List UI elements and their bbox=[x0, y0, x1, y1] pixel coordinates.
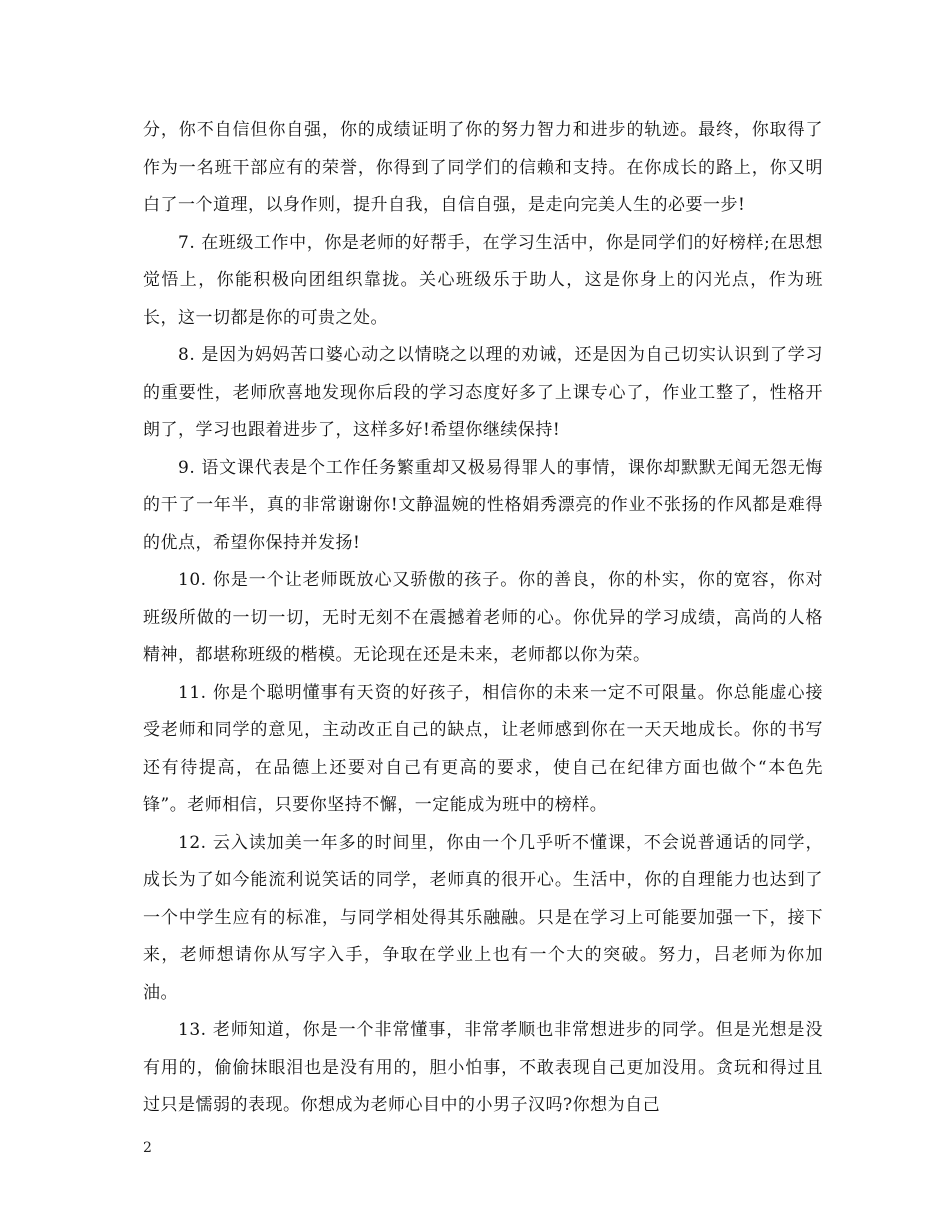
page-number: 2 bbox=[143, 1140, 152, 1156]
paragraph-item-9: 9. 语文课代表是个工作任务繁重却又极易得罪人的事情，课你却默默无闻无怨无悔的干了一年半，真的非常谢谢你!文静温婉的性格娟秀漂亮的作业不张扬的作风都是难得的优点，希望你保持并发扬! bbox=[143, 457, 823, 553]
paragraph-item-11: 11. 你是个聪明懂事有天资的好孩子，相信你的未来一定不可限量。你总能虚心接受老师和同学的意见，主动改正自己的缺点，让老师感到你在一天天地成长。你的书写还有待提高，在品德上还要对自己有更高的要求，使自己在纪律方面也做个“本色先锋”。老师相信，只要你坚持不懈，一定能成为班中的榜样。 bbox=[143, 682, 823, 815]
document-body bbox=[143, 112, 823, 1125]
paragraph-item-12: 12. 云入读加美一年多的时间里，你由一个几乎听不懂课，不会说普通话的同学，成长为了如今能流利说笑话的同学，老师真的很开心。生活中，你的自理能力也达到了一个中学生应有的标准，与同学相处得其乐融融。只是在学习上可能要加强一下，接下来，老师想请你从写字入手，争取在学业上也有一个大的突破。努力，吕老师为你加油。 bbox=[143, 832, 823, 1003]
paragraph-item-10: 10. 你是一个让老师既放心又骄傲的孩子。你的善良，你的朴实，你的宽容，你对班级所做的一切一切，无时无刻不在震撼着老师的心。你优异的学习成绩，高尚的人格精神，都堪称班级的楷模。无论现在还是未来，老师都以你为荣。 bbox=[143, 570, 823, 665]
paragraph-item-13: 13. 老师知道，你是一个非常懂事，非常孝顺也非常想进步的同学。但是光想是没有用的，偷偷抹眼泪也是没有用的，胆小怕事，不敢表现自己更加没用。贪玩和得过且过只是懦弱的表现。你想成为老师心目中的小男子汉吗?你想为自己 bbox=[143, 1020, 823, 1115]
paragraph-item-8: 8. 是因为妈妈苦口婆心动之以情晓之以理的劝诫，还是因为自己切实认识到了学习的重要性，老师欣喜地发现你后段的学习态度好多了上课专心了，作业工整了，性格开朗了，学习也跟着进步了，这样多好!希望你继续保持! bbox=[143, 345, 823, 440]
paragraph-continuation: 分，你不自信但你自强，你的成绩证明了你的努力智力和进步的轨迹。最终，你取得了作为一名班干部应有的荣誉，你得到了同学们的信赖和支持。在你成长的路上，你又明白了一个道理，以身作则，提升自我，自信自强，是走向完美人生的必要一步! bbox=[143, 120, 823, 215]
paragraph-item-7: 7. 在班级工作中，你是老师的好帮手，在学习生活中，你是同学们的好榜样;在思想觉悟上，你能积极向团组织靠拢。关心班级乐于助人，这是你身上的闪光点，作为班长，这一切都是你的可贵之处。 bbox=[143, 232, 823, 328]
